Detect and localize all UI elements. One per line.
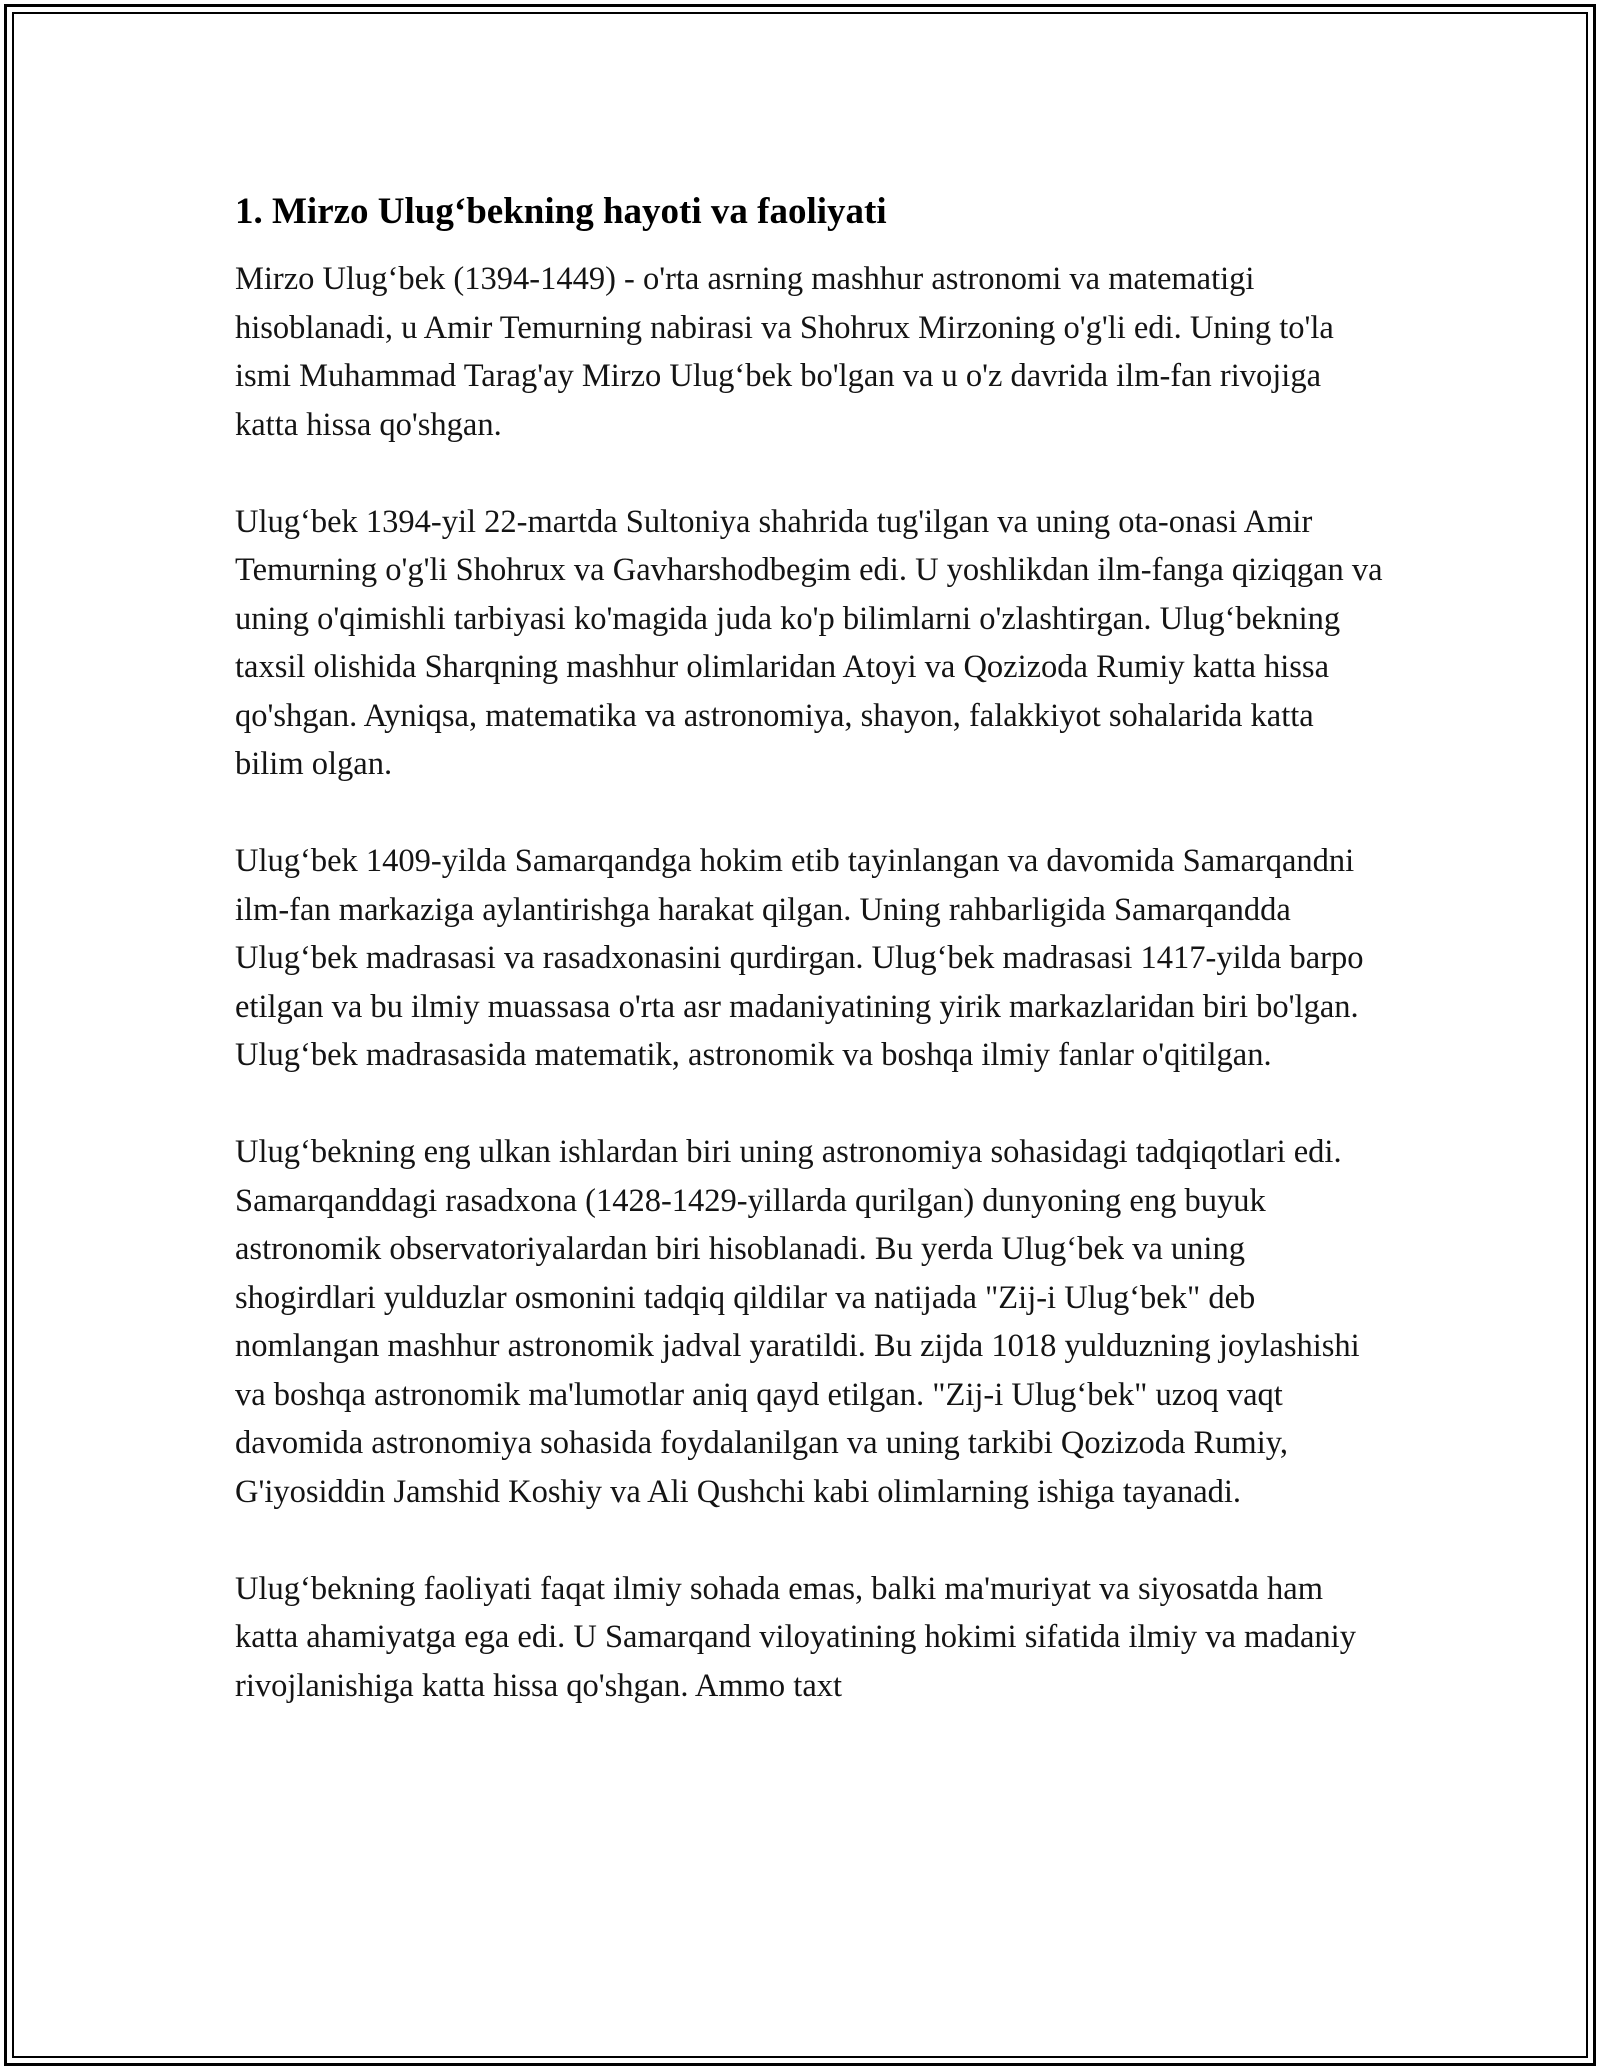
paragraph-early-life: Ulug‘bek 1394-yil 22-martda Sultoniya shahrida tug'ilgan va uning ota-onasi Amir Temurning o'g'li Shohrux va Gavharshodbegim edi. U yoshlikdan ilm-fanga qiziqgan va uning o'qimishli tarbiyasi ko'magida juda ko'p bilimlarni o'zlashtirgan. Ulug‘bekning taxsil olishida Sharqning mashhur olimlaridan Atoyi va Qozizoda Rumiy katta hissa qo'shgan. Ayniqsa, matematika va astronomiya, shayon, falakkiyot sohalarida katta bilim olgan. bbox=[235, 503, 1383, 782]
paragraph-administration: Ulug‘bekning faoliyati faqat ilmiy sohada emas, balki ma'muriyat va siyosatda ham katta ahamiyatga ega edi. U Samarqand viloyatining hokimi sifatida ilmiy va madaniy rivojlanishiga katta hissa qo'shgan. Ammo taxt bbox=[235, 1570, 1356, 1704]
paragraph-astronomy: Ulug‘bekning eng ulkan ishlardan biri uning astronomiya sohasidagi tadqiqotlari edi. Samarqanddagi rasadxona (1428-1429-yillarda qurilgan) dunyoning eng buyuk astronomik observatoriyalardan biri hisoblanadi. Bu yerda Ulug‘bek va uning shogirdlari yulduzlar osmonini tadqiq qildilar va natijada "Zij-i Ulug‘bek" deb nomlangan mashhur astronomik jadval yaratildi. Bu zijda 1018 yulduzning joylashishi va boshqa astronomik ma'lumotlar aniq qayd etilgan. "Zij-i Ulug‘bek" uzoq vaqt davomida astronomiya sohasida foydalanilgan va uning tarkibi Qozizoda Rumiy, G'iyosiddin Jamshid Koshiy va Ali Qushchi kabi olimlarning ishiga tayanadi. bbox=[235, 1134, 1360, 1510]
document-body bbox=[235, 186, 1385, 1710]
paragraph-intro: Mirzo Ulug‘bek (1394-1449) - o'rta asrning mashhur astronomi va matematigi hisoblanadi, u Amir Temurning nabirasi va Shohrux Mirzoning o'g'li edi. Uning to'la ismi Muhammad Tarag'ay Mirzo Ulug‘bek bo'lgan va u o'z davrida ilm-fan rivojiga katta hissa qo'shgan. bbox=[235, 261, 1334, 443]
section-heading: 1. Mirzo Ulug‘bekning hayoti va faoliyati bbox=[235, 191, 887, 232]
paragraph-samarkand-rule: Ulug‘bek 1409-yilda Samarqandga hokim etib tayinlangan va davomida Samarqandni ilm-fan markaziga aylantirishga harakat qilgan. Uning rahbarligida Samarqandda Ulug‘bek madrasasi va rasadxonasini qurdirgan. Ulug‘bek madrasasi 1417-yilda barpo etilgan va bu ilmiy muassasa o'rta asr madaniyatining yirik markazlaridan biri bo'lgan. Ulug‘bek madrasasida matematik, astronomik va boshqa ilmiy fanlar o'qitilgan. bbox=[235, 843, 1364, 1073]
